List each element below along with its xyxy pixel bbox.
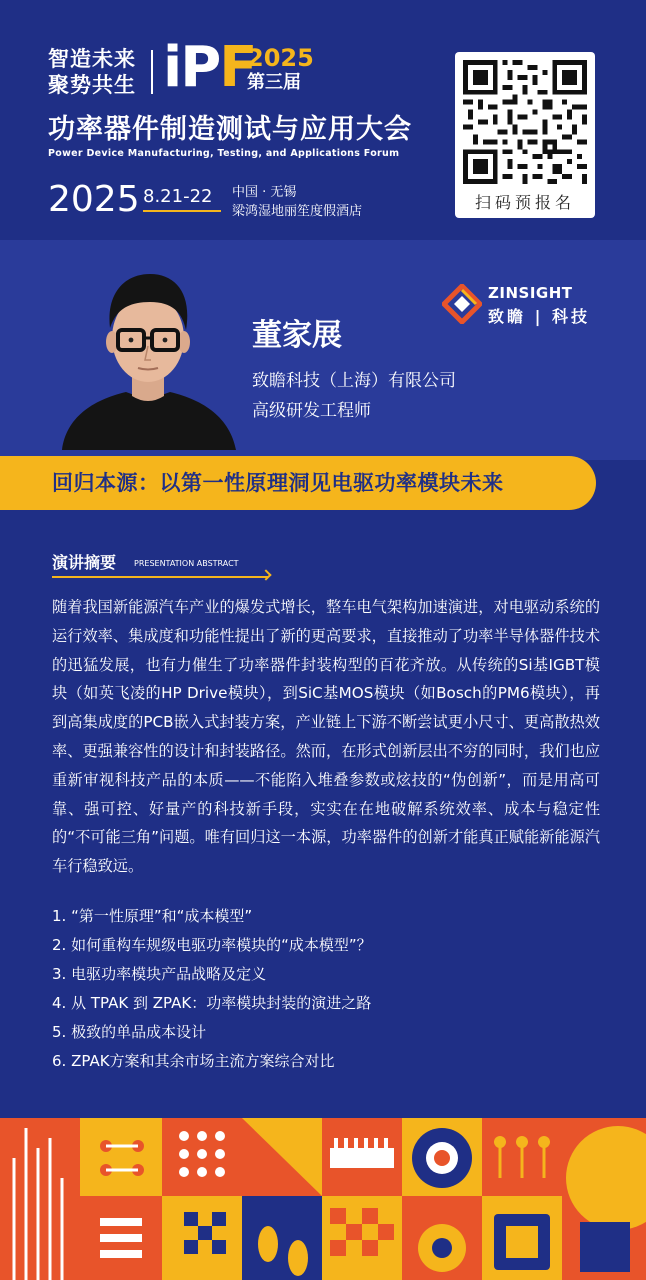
event-date-year: 2025 [48,179,140,220]
logo-text-cn: 致瞻 | 科技 [488,307,590,326]
speaker-section [0,240,646,460]
outline-item: 1. “第一性原理”和“成本模型” [52,907,253,925]
company-logo [440,280,600,330]
event-date-days: 8.21-22 [143,186,213,207]
outline-item: 2. 如何重构车规级电驱功率模块的“成本模型”？ [52,936,372,954]
zinsight-mark-icon [442,284,482,324]
qr-label: 扫码预报名 [474,193,575,212]
slogan-line-1: 智造未来 [48,47,136,71]
outline-item: 3. 电驱功率模块产品战略及定义 [52,965,267,983]
forum-title-cn: 功率器件制造测试与应用大会 [48,114,412,145]
slogan-line-2: 聚势共生 [48,73,136,97]
qr-code-icon[interactable] [463,60,587,184]
abstract-body: 随着我国新能源汽车产业的爆发式增长，整车电气架构加速演进，对电驱动系统的运行效率、集成度和功能性提出了新的更高要求，直接推动了功率半导体器件技术的迅猛发展，也有力催生了功率器件封装构型的百花齐放。从传统的Si基IGBT模块（如英飞凌的HP Drive模块），到SiC基MOS模块（如Bosch的PM6模块），再到高集成度的PCB嵌入式封装方案，产业链上下游不断尝试更小尺寸、更高散热效率、更强兼容性的设计和封装路径。然而，在形式创新层出不穷的同时，我们也应重新审视科技产品的本质——不能陷入堆叠参数或炫技的“伪创新”，而是用高可靠、强可控、好量产的科技新手段，实实在在地破解系统效率、成本与稳定性的“不可能三角”问题。唯有回归这一本源，功率器件的创新才能真正赋能新能源汽车行稳致远。 [52,598,600,876]
ipf-logo [163,35,256,100]
venue-city: 中国 · 无锡 [232,185,297,200]
date-underline [143,210,221,212]
abstract-heading-en: PRESENTATION ABSTRACT [134,559,239,568]
outline-item: 6. ZPAK方案和其余市场主流方案综合对比 [52,1052,335,1070]
talk-title-banner [0,456,596,510]
forum-title-en: Power Device Manufacturing, Testing, and Applications Forum [48,148,400,159]
speaker-job-title: 高级研发工程师 [252,401,371,421]
talk-outline [52,902,600,1076]
ipf-logo-f: F [219,35,256,100]
ipf-year: 2025 [247,44,314,72]
outline-item: 5. 极致的单品成本设计 [52,1023,207,1041]
header-divider [151,50,153,94]
speaker-name: 董家展 [252,318,342,353]
speaker-company: 致瞻科技（上海）有限公司 [252,371,456,391]
event-header [0,0,646,240]
abstract-heading-underline [52,576,268,578]
talk-title: 回归本源：以第一性原理洞见电驱功率模块未来 [52,471,504,495]
ipf-logo-ip: iP [163,35,220,100]
event-slogan [48,46,136,98]
decorative-footer-pattern [0,1118,646,1280]
abstract-heading-cn: 演讲摘要 [52,553,117,572]
logo-text-en: ZINSIGHT [488,284,573,302]
abstract-heading-tick [260,569,271,580]
outline-item: 4. 从 TPAK 到 ZPAK：功率模块封装的演进之路 [52,994,372,1012]
ipf-edition: 第三届 [247,72,301,93]
venue-hotel: 梁鸿湿地丽笙度假酒店 [232,204,363,219]
speaker-photo [52,250,244,450]
registration-qr-card[interactable] [455,52,595,218]
